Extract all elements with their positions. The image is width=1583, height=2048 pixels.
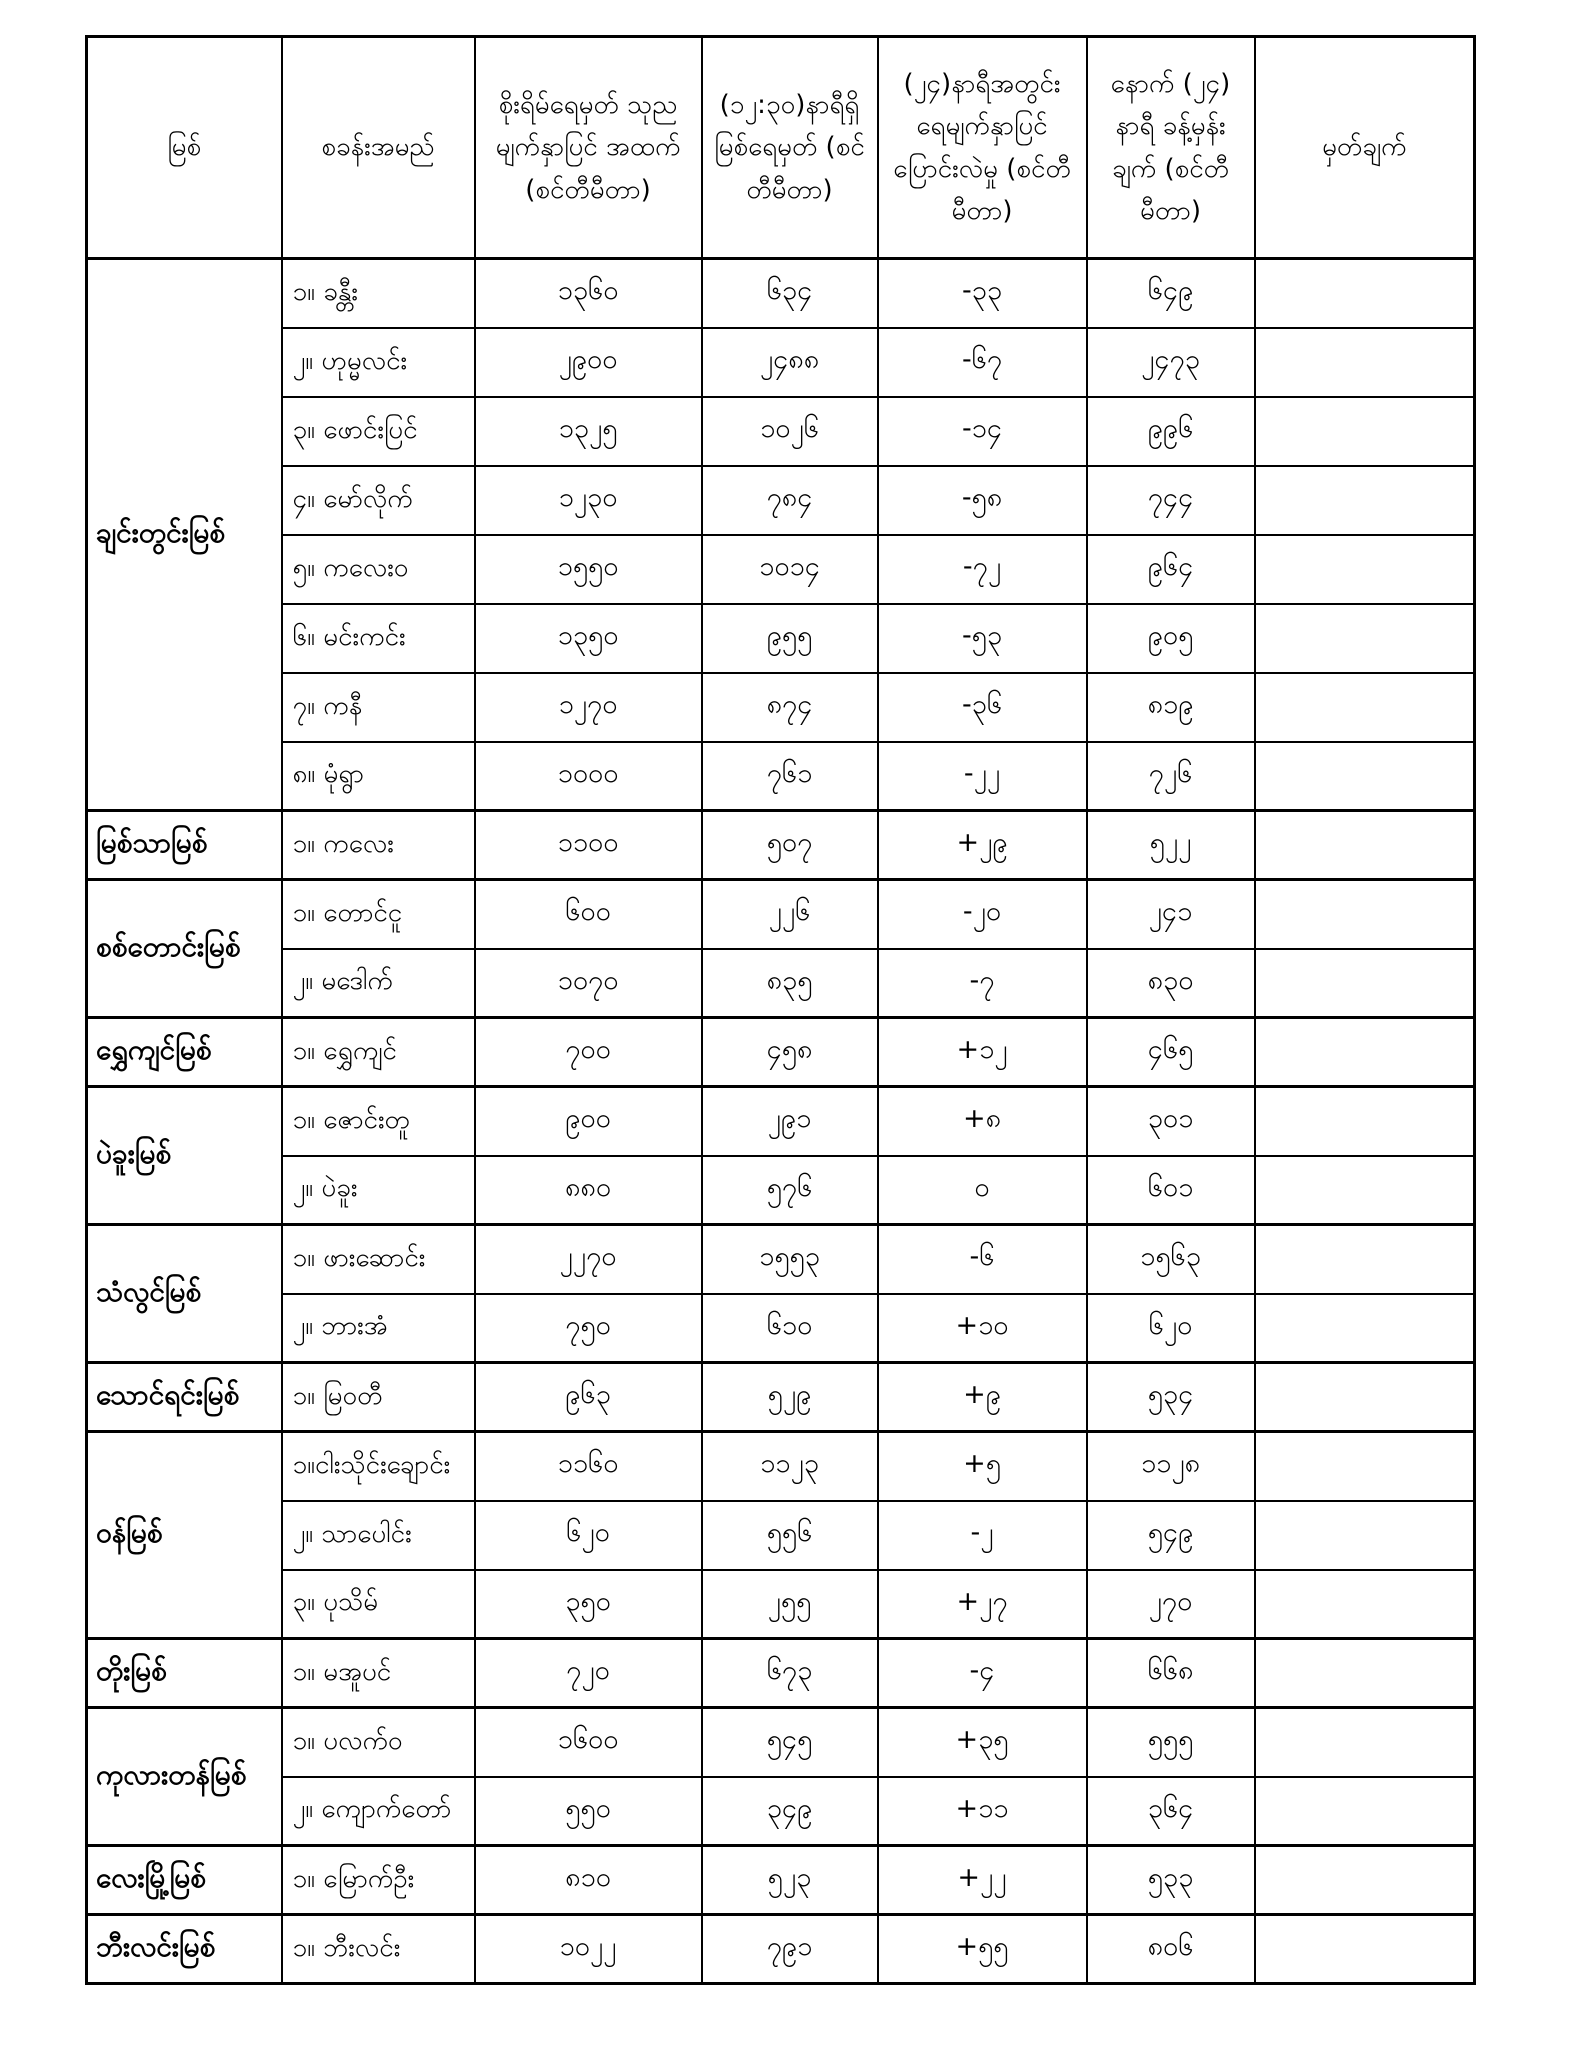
- station-name-cell: ၂။ မဒေါက်: [282, 949, 475, 1018]
- danger-level-cell: ၁၅၅၀: [475, 535, 702, 604]
- table-row: [87, 328, 1475, 397]
- header-row: [87, 37, 1475, 259]
- table-row: [87, 1363, 1475, 1432]
- table-row: [87, 1501, 1475, 1570]
- change-24h-cell: -၃၃: [878, 259, 1087, 328]
- forecast-24h-cell: ၂၄၁: [1087, 880, 1255, 949]
- danger-level-cell: ၁၁၆၀: [475, 1432, 702, 1501]
- remark-cell: [1255, 604, 1475, 673]
- river-name-cell: ဘီးလင်းမြစ်: [87, 1915, 282, 1984]
- forecast-24h-cell: ၆၀၁: [1087, 1156, 1255, 1225]
- current-level-cell: ၅၂၉: [702, 1363, 878, 1432]
- header-change-24h: (၂၄)နာရီအတွင်း ရေမျက်နှာပြင် ပြောင်းလဲမှု (စင်တီမီတာ): [878, 37, 1087, 259]
- danger-level-cell: ၇၂၀: [475, 1639, 702, 1708]
- current-level-cell: ၈၇၄: [702, 673, 878, 742]
- change-24h-cell: +၂၂: [878, 1846, 1087, 1915]
- table-row: [87, 397, 1475, 466]
- table-row: [87, 1639, 1475, 1708]
- change-24h-cell: -၅၈: [878, 466, 1087, 535]
- current-level-cell: ၁၀၁၄: [702, 535, 878, 604]
- remark-cell: [1255, 259, 1475, 328]
- station-name-cell: ၆။ မင်းကင်း: [282, 604, 475, 673]
- forecast-24h-cell: ၉၆၄: [1087, 535, 1255, 604]
- remark-cell: [1255, 466, 1475, 535]
- remark-cell: [1255, 1501, 1475, 1570]
- table-row: [87, 259, 1475, 328]
- remark-cell: [1255, 1846, 1475, 1915]
- forecast-24h-cell: ၅၃၄: [1087, 1363, 1255, 1432]
- change-24h-cell: +၃၅: [878, 1708, 1087, 1777]
- table-row: [87, 1570, 1475, 1639]
- remark-cell: [1255, 1156, 1475, 1225]
- table-row: [87, 1156, 1475, 1225]
- change-24h-cell: -၄: [878, 1639, 1087, 1708]
- river-table-body: [87, 259, 1475, 1984]
- danger-level-cell: ၃၅၀: [475, 1570, 702, 1639]
- station-name-cell: ၁။ မအူပင်: [282, 1639, 475, 1708]
- forecast-24h-cell: ၇၄၄: [1087, 466, 1255, 535]
- remark-cell: [1255, 1087, 1475, 1156]
- forecast-24h-cell: ၅၂၂: [1087, 811, 1255, 880]
- forecast-24h-cell: ၅၃၃: [1087, 1846, 1255, 1915]
- remark-cell: [1255, 1432, 1475, 1501]
- change-24h-cell: -၆၇: [878, 328, 1087, 397]
- river-name-cell: ရွှေကျင်မြစ်: [87, 1018, 282, 1087]
- change-24h-cell: +၁၀: [878, 1294, 1087, 1363]
- station-name-cell: ၅။ ကလေးဝ: [282, 535, 475, 604]
- table-row: [87, 1087, 1475, 1156]
- table-row: [87, 466, 1475, 535]
- station-name-cell: ၂။ ဟုမ္မလင်း: [282, 328, 475, 397]
- table-row: [87, 1432, 1475, 1501]
- river-name-cell: တိုးမြစ်: [87, 1639, 282, 1708]
- forecast-24h-cell: ၅၅၅: [1087, 1708, 1255, 1777]
- forecast-24h-cell: ၁၁၂၈: [1087, 1432, 1255, 1501]
- change-24h-cell: -၃၆: [878, 673, 1087, 742]
- danger-level-cell: ၆၂၀: [475, 1501, 702, 1570]
- change-24h-cell: +၁၂: [878, 1018, 1087, 1087]
- remark-cell: [1255, 1018, 1475, 1087]
- station-name-cell: ၂။ ဘားအံ: [282, 1294, 475, 1363]
- current-level-cell: ၅၂၃: [702, 1846, 878, 1915]
- remark-cell: [1255, 811, 1475, 880]
- change-24h-cell: +၂၇: [878, 1570, 1087, 1639]
- forecast-24h-cell: ၃၆၄: [1087, 1777, 1255, 1846]
- remark-cell: [1255, 328, 1475, 397]
- current-level-cell: ၂၂၆: [702, 880, 878, 949]
- river-name-cell: ချင်းတွင်းမြစ်: [87, 259, 282, 811]
- table-row: [87, 880, 1475, 949]
- danger-level-cell: ၂၉၀၀: [475, 328, 702, 397]
- station-name-cell: ၁။ ခန္တီး: [282, 259, 475, 328]
- remark-cell: [1255, 1363, 1475, 1432]
- current-level-cell: ၇၆၁: [702, 742, 878, 811]
- station-name-cell: ၁။ ဇောင်းတူ: [282, 1087, 475, 1156]
- river-name-cell: ကုလားတန်မြစ်: [87, 1708, 282, 1846]
- change-24h-cell: +၅: [878, 1432, 1087, 1501]
- table-row: [87, 1777, 1475, 1846]
- current-level-cell: ၈၃၅: [702, 949, 878, 1018]
- danger-level-cell: ၁၀၇၀: [475, 949, 702, 1018]
- forecast-24h-cell: ၂၇၀: [1087, 1570, 1255, 1639]
- header-river: မြစ်: [87, 37, 282, 259]
- river-water-level-table: [85, 35, 1476, 1985]
- current-level-cell: ၆၃၄: [702, 259, 878, 328]
- table-row: [87, 949, 1475, 1018]
- change-24h-cell: +၂၉: [878, 811, 1087, 880]
- station-name-cell: ၂။ ကျောက်တော်: [282, 1777, 475, 1846]
- current-level-cell: ၇၈၄: [702, 466, 878, 535]
- station-name-cell: ၁။ တောင်ငူ: [282, 880, 475, 949]
- station-name-cell: ၁။ငါးသိုင်းချောင်း: [282, 1432, 475, 1501]
- change-24h-cell: +၁၁: [878, 1777, 1087, 1846]
- remark-cell: [1255, 1777, 1475, 1846]
- remark-cell: [1255, 1294, 1475, 1363]
- current-level-cell: ၅၄၅: [702, 1708, 878, 1777]
- current-level-cell: ၄၅၈: [702, 1018, 878, 1087]
- forecast-24h-cell: ၈၀၆: [1087, 1915, 1255, 1984]
- forecast-24h-cell: ၉၉၆: [1087, 397, 1255, 466]
- table-row: [87, 1846, 1475, 1915]
- danger-level-cell: ၁၆၀၀: [475, 1708, 702, 1777]
- table-row: [87, 535, 1475, 604]
- station-name-cell: ၁။ ကလေး: [282, 811, 475, 880]
- forecast-24h-cell: ၆၆၈: [1087, 1639, 1255, 1708]
- station-name-cell: ၇။ ကနီ: [282, 673, 475, 742]
- change-24h-cell: -၇: [878, 949, 1087, 1018]
- table-row: [87, 1225, 1475, 1294]
- table-row: [87, 604, 1475, 673]
- river-name-cell: သောင်ရင်းမြစ်: [87, 1363, 282, 1432]
- change-24h-cell: -၅၃: [878, 604, 1087, 673]
- current-level-cell: ၅၅၆: [702, 1501, 878, 1570]
- danger-level-cell: ၈၈၀: [475, 1156, 702, 1225]
- remark-cell: [1255, 1708, 1475, 1777]
- danger-level-cell: ၉၆၃: [475, 1363, 702, 1432]
- current-level-cell: ၁၁၂၃: [702, 1432, 878, 1501]
- danger-level-cell: ၁၃၆၀: [475, 259, 702, 328]
- danger-level-cell: ၇၀၀: [475, 1018, 702, 1087]
- current-level-cell: ၉၅၅: [702, 604, 878, 673]
- station-name-cell: ၁။ ဖားဆောင်း: [282, 1225, 475, 1294]
- remark-cell: [1255, 1570, 1475, 1639]
- table-row: [87, 1294, 1475, 1363]
- change-24h-cell: -၇၂: [878, 535, 1087, 604]
- station-name-cell: ၂။ ပဲခူး: [282, 1156, 475, 1225]
- current-level-cell: ၆၁၀: [702, 1294, 878, 1363]
- forecast-24h-cell: ၂၄၇၃: [1087, 328, 1255, 397]
- remark-cell: [1255, 949, 1475, 1018]
- header-station-name: စခန်းအမည်: [282, 37, 475, 259]
- header-current-level: (၁၂:၃၀)နာရီရှိ မြစ်ရေမှတ် (စင်တီမီတာ): [702, 37, 878, 259]
- change-24h-cell: -၂၀: [878, 880, 1087, 949]
- remark-cell: [1255, 742, 1475, 811]
- forecast-24h-cell: ၆၂၀: [1087, 1294, 1255, 1363]
- change-24h-cell: -၂၂: [878, 742, 1087, 811]
- station-name-cell: ၃။ ဖောင်းပြင်: [282, 397, 475, 466]
- danger-level-cell: ၆၀၀: [475, 880, 702, 949]
- danger-level-cell: ၇၅၀: [475, 1294, 702, 1363]
- table-row: [87, 1018, 1475, 1087]
- table-row: [87, 1915, 1475, 1984]
- danger-level-cell: ၉၀၀: [475, 1087, 702, 1156]
- remark-cell: [1255, 673, 1475, 742]
- forecast-24h-cell: ၉၀၅: [1087, 604, 1255, 673]
- forecast-24h-cell: ၈၃၀: [1087, 949, 1255, 1018]
- danger-level-cell: ၁၂၃၀: [475, 466, 702, 535]
- table-row: [87, 673, 1475, 742]
- forecast-24h-cell: ၄၆၅: [1087, 1018, 1255, 1087]
- danger-level-cell: ၁၃၂၅: [475, 397, 702, 466]
- current-level-cell: ၂၄၈၈: [702, 328, 878, 397]
- river-name-cell: လေးမြို့မြစ်: [87, 1846, 282, 1915]
- current-level-cell: ၅၇၆: [702, 1156, 878, 1225]
- current-level-cell: ၃၄၉: [702, 1777, 878, 1846]
- remark-cell: [1255, 397, 1475, 466]
- river-name-cell: ပဲခူးမြစ်: [87, 1087, 282, 1225]
- danger-level-cell: ၁၀၂၂: [475, 1915, 702, 1984]
- danger-level-cell: ၅၅၀: [475, 1777, 702, 1846]
- remark-cell: [1255, 1639, 1475, 1708]
- current-level-cell: ၂၅၅: [702, 1570, 878, 1639]
- station-name-cell: ၈။ မုံရွာ: [282, 742, 475, 811]
- current-level-cell: ၁၀၂၆: [702, 397, 878, 466]
- remark-cell: [1255, 880, 1475, 949]
- current-level-cell: ၁၅၅၃: [702, 1225, 878, 1294]
- current-level-cell: ၂၉၁: [702, 1087, 878, 1156]
- change-24h-cell: -၁၄: [878, 397, 1087, 466]
- station-name-cell: ၁။ ပလက်ဝ: [282, 1708, 475, 1777]
- river-name-cell: စစ်တောင်းမြစ်: [87, 880, 282, 1018]
- forecast-24h-cell: ၆၄၉: [1087, 259, 1255, 328]
- current-level-cell: ၇၉၁: [702, 1915, 878, 1984]
- danger-level-cell: ၁၃၅၀: [475, 604, 702, 673]
- table-row: [87, 1708, 1475, 1777]
- table-header: [87, 37, 1475, 259]
- change-24h-cell: +၈: [878, 1087, 1087, 1156]
- river-name-cell: သံလွင်မြစ်: [87, 1225, 282, 1363]
- station-name-cell: ၃။ ပုသိမ်: [282, 1570, 475, 1639]
- station-name-cell: ၁။ ဘီးလင်း: [282, 1915, 475, 1984]
- river-name-cell: ဝန်မြစ်: [87, 1432, 282, 1639]
- station-name-cell: ၁။ မြောက်ဦး: [282, 1846, 475, 1915]
- table-row: [87, 811, 1475, 880]
- forecast-24h-cell: ၈၁၉: [1087, 673, 1255, 742]
- change-24h-cell: +၉: [878, 1363, 1087, 1432]
- forecast-24h-cell: ၇၂၆: [1087, 742, 1255, 811]
- change-24h-cell: -၂: [878, 1501, 1087, 1570]
- danger-level-cell: ၁၀၀၀: [475, 742, 702, 811]
- change-24h-cell: +၅၅: [878, 1915, 1087, 1984]
- change-24h-cell: -၆: [878, 1225, 1087, 1294]
- header-danger-level: စိုးရိမ်ရေမှတ် သုည မျက်နှာပြင် အထက် (စင်တီမီတာ): [475, 37, 702, 259]
- remark-cell: [1255, 1915, 1475, 1984]
- header-remark: မှတ်ချက်: [1255, 37, 1475, 259]
- forecast-24h-cell: ၁၅၆၃: [1087, 1225, 1255, 1294]
- change-24h-cell: ၀: [878, 1156, 1087, 1225]
- danger-level-cell: ၂၂၇၀: [475, 1225, 702, 1294]
- river-name-cell: မြစ်သာမြစ်: [87, 811, 282, 880]
- current-level-cell: ၅၀၇: [702, 811, 878, 880]
- station-name-cell: ၄။ မော်လိုက်: [282, 466, 475, 535]
- station-name-cell: ၁။ မြဝတီ: [282, 1363, 475, 1432]
- remark-cell: [1255, 1225, 1475, 1294]
- danger-level-cell: ၈၁၀: [475, 1846, 702, 1915]
- danger-level-cell: ၁၁၀၀: [475, 811, 702, 880]
- station-name-cell: ၂။ သာပေါင်း: [282, 1501, 475, 1570]
- remark-cell: [1255, 535, 1475, 604]
- current-level-cell: ၆၇၃: [702, 1639, 878, 1708]
- table-row: [87, 742, 1475, 811]
- forecast-24h-cell: ၅၄၉: [1087, 1501, 1255, 1570]
- forecast-24h-cell: ၃၀၁: [1087, 1087, 1255, 1156]
- station-name-cell: ၁။ ရွှေကျင်: [282, 1018, 475, 1087]
- danger-level-cell: ၁၂၇၀: [475, 673, 702, 742]
- header-forecast-24h: နောက် (၂၄) နာရီ ခန့်မှန်းချက် (စင်တီမီတာ): [1087, 37, 1255, 259]
